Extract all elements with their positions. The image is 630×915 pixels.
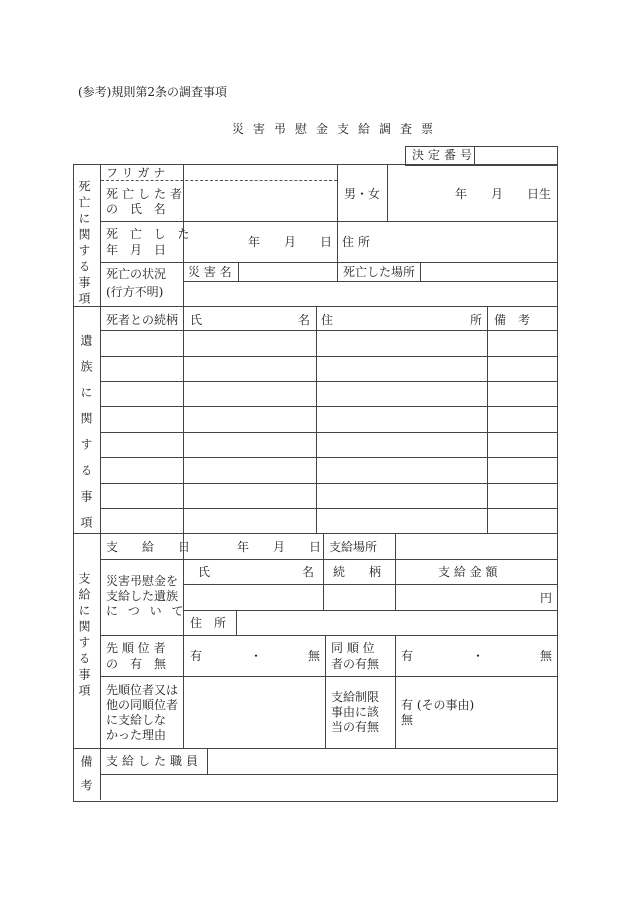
- deceased-name-label-1: 死亡した者: [106, 187, 187, 201]
- amount-header: 支 給 金 額: [438, 565, 498, 579]
- payment-date-field[interactable]: 年 月 日: [237, 540, 322, 554]
- prior-rank-separator: ・: [250, 649, 263, 663]
- death-place-label: 死亡した場所: [343, 265, 416, 279]
- amount-field[interactable]: [397, 586, 537, 608]
- death-status-field[interactable]: [186, 283, 554, 304]
- recipient-name-header-1: 氏: [198, 565, 211, 579]
- reason-label-2: 他の同順位者: [106, 698, 179, 712]
- remarks-field[interactable]: [102, 776, 554, 798]
- disaster-name-field[interactable]: [240, 264, 335, 280]
- relation-column-header: 死者との続柄: [106, 313, 179, 327]
- limit-label-3: 当の有無: [331, 720, 380, 734]
- same-rank-label-2: 者の有無: [331, 657, 380, 671]
- limit-no-option[interactable]: 無: [401, 713, 414, 727]
- death-date-label-1: 死 亡 し た: [106, 227, 194, 241]
- reason-label-3: に支給しな: [106, 713, 167, 727]
- deceased-name-field[interactable]: [186, 184, 334, 218]
- recipient-label-1: 災害弔慰金を: [106, 574, 179, 588]
- remarks-column-header: 備 考: [494, 313, 531, 327]
- section-payment-label: 支給に関する事項: [77, 572, 91, 700]
- disaster-name-label: 災 害 名: [188, 265, 232, 279]
- staff-field[interactable]: [209, 750, 554, 772]
- staff-label: 支給した職員: [106, 754, 203, 768]
- section-deceased-label: 死亡に関する事項: [77, 180, 91, 308]
- furigana-field[interactable]: [186, 166, 334, 179]
- decision-number-field[interactable]: [477, 148, 553, 163]
- death-status-label-1: 死亡の状況: [106, 267, 167, 281]
- same-rank-label-1: 同 順 位: [331, 641, 375, 655]
- same-rank-separator: ・: [472, 649, 485, 663]
- birth-date-field[interactable]: 年 月 日生: [455, 187, 552, 201]
- payment-place-label: 支給場所: [329, 540, 378, 554]
- section-bereaved-label: 遺族に関する事項: [79, 334, 93, 542]
- prior-rank-yes[interactable]: 有: [190, 649, 203, 663]
- recipient-name-field[interactable]: [185, 586, 321, 608]
- deceased-address-field[interactable]: [388, 224, 554, 259]
- reason-label-1: 先順位者又は: [106, 683, 179, 697]
- recipient-label-3: に つ い て: [106, 604, 187, 618]
- death-date-field[interactable]: 年 月 日: [248, 235, 333, 249]
- sex-field[interactable]: 男・女: [344, 187, 381, 201]
- address-column-header-2: 所: [470, 313, 483, 327]
- name-column-header-1: 氏: [190, 313, 203, 327]
- limit-label-2: 事由に該: [331, 705, 380, 719]
- section-remarks-label: 備考: [79, 755, 93, 803]
- prior-rank-label-1: 先 順 位 者: [106, 641, 166, 655]
- prior-rank-label-2: の 有 無: [106, 657, 167, 671]
- address-column-header-1: 住: [321, 313, 334, 327]
- reference-note: (参考)規則第2条の調査事項: [78, 85, 227, 99]
- payment-place-field[interactable]: [397, 535, 554, 557]
- death-status-label-2: (行方不明): [106, 285, 164, 299]
- recipient-name-header-2: 名: [302, 565, 315, 579]
- recipient-label-2: 支給した遺族: [106, 589, 179, 603]
- recipient-relation-header: 続 柄: [333, 565, 382, 579]
- form-title: 災害弔慰金支給調査票: [232, 122, 443, 136]
- recipient-address-field[interactable]: [238, 612, 554, 633]
- same-rank-yes[interactable]: 有: [401, 649, 414, 663]
- recipient-address-label: 住 所: [190, 616, 227, 630]
- prior-rank-no[interactable]: 無: [308, 649, 321, 663]
- recipient-relation-field[interactable]: [325, 586, 393, 608]
- death-date-label-2: 年 月 日: [106, 243, 167, 257]
- limit-label-1: 支給制限: [331, 690, 380, 704]
- decision-number-label: 決定番号: [412, 148, 477, 162]
- deceased-address-label: 住 所: [342, 235, 370, 249]
- deceased-name-label-2: の 氏 名: [106, 202, 170, 216]
- yen-unit: 円: [540, 591, 553, 605]
- bereaved-rows-area[interactable]: [101, 331, 557, 533]
- payment-date-label: 支 給 日: [106, 540, 197, 554]
- reason-field[interactable]: [185, 678, 323, 746]
- furigana-label: フリガナ: [106, 166, 170, 180]
- death-place-field[interactable]: [422, 264, 554, 280]
- same-rank-no[interactable]: 無: [540, 649, 553, 663]
- limit-yes-option[interactable]: 有 (その事由): [401, 698, 475, 712]
- reason-label-4: かった理由: [106, 728, 167, 742]
- name-column-header-2: 名: [298, 313, 311, 327]
